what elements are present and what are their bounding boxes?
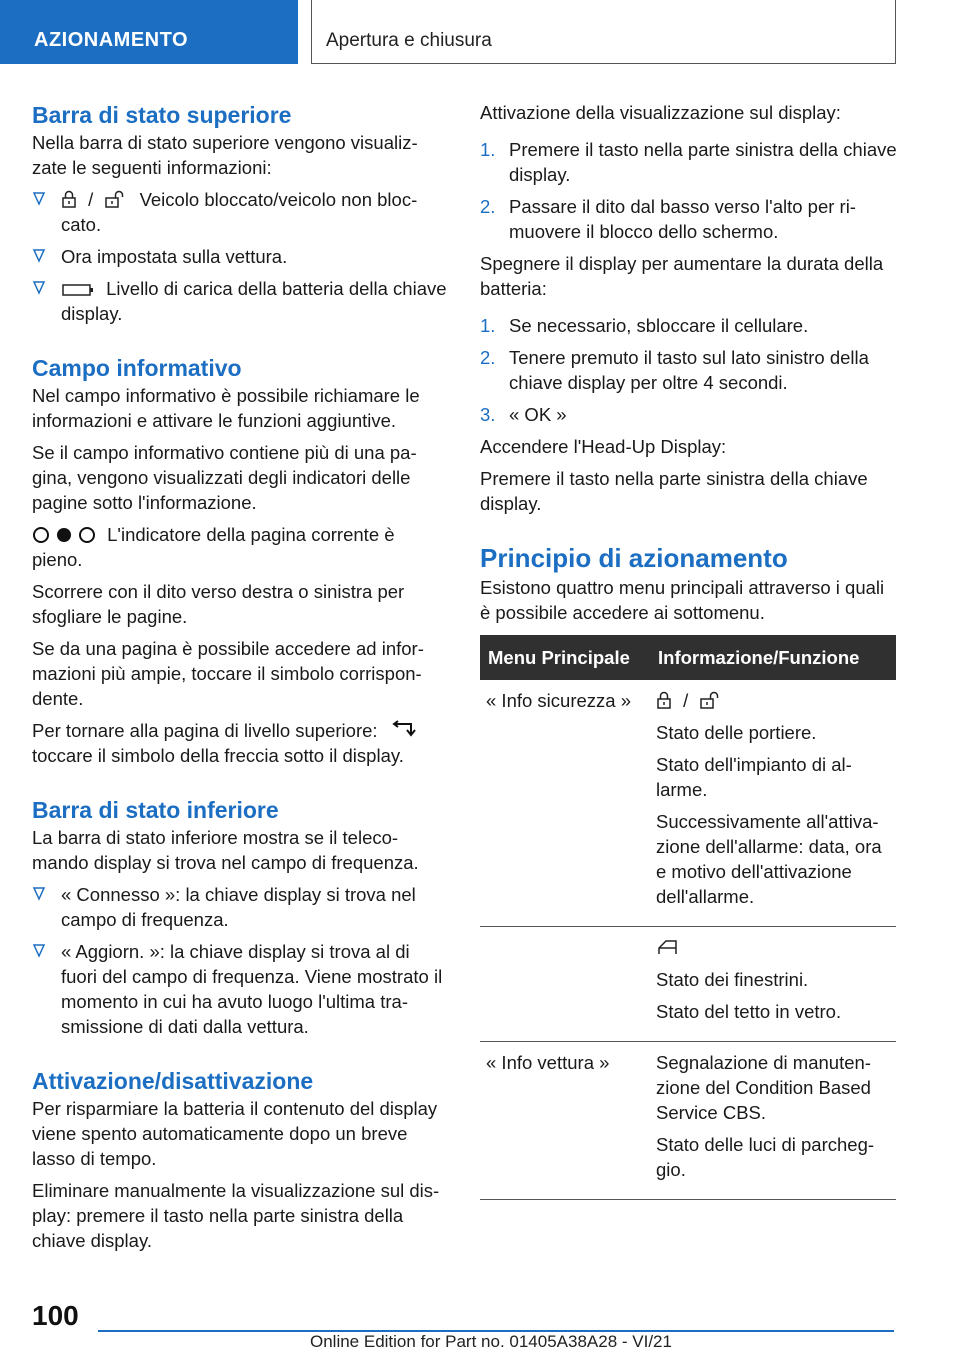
window-icon-line (656, 935, 890, 960)
menu-table (480, 635, 896, 1200)
info-alarm-details: Successivamente all'attiva-zione dell'allarme: data, ora e motivo dell'attivazione dell'allarme. (656, 811, 882, 907)
info-alarm: Stato dell'impianto di al-larme. (656, 754, 852, 800)
info-field-p6 (32, 718, 450, 768)
section-tab (0, 0, 298, 64)
page-number: 100 (32, 1300, 79, 1331)
lock-closed-icon (61, 189, 77, 209)
menu-vehicle-info: « Info vettura » (486, 1052, 610, 1073)
info-field-p5: Se da una pagina è possibile accedere ad infor-mazioni più ampie, toccare il simbolo corrispon-dente. (32, 638, 424, 709)
info-field-p1: Nel campo informativo è possibile richiamare le informazioni e attivare le funzioni aggiuntive. (32, 385, 420, 431)
page-indicator-icon (32, 526, 98, 544)
list-item (32, 882, 450, 932)
step-number: 1. (480, 315, 496, 336)
status-top-item-1: Veicolo bloccato/veicolo non bloc-cato. (61, 189, 418, 235)
lock-open-icon (104, 189, 128, 209)
heading-activation: Attivazione/disattivazione (32, 1068, 314, 1094)
page-footer (0, 1296, 960, 1362)
battery-icon (61, 282, 95, 298)
left-column (32, 100, 450, 1260)
triangle-bullet-icon (32, 944, 46, 958)
status-top-item-3: Livello di carica della batteria della chiave display. (61, 278, 447, 324)
right-column (480, 100, 898, 1200)
info-cbs: Segnalazione di manuten-zione del Condition Based Service CBS. (656, 1052, 871, 1123)
cell-menu (480, 680, 650, 927)
info-doors: Stato delle portiere. (656, 722, 817, 743)
lock-open-icon (699, 690, 723, 710)
triangle-bullet-icon (32, 249, 46, 263)
table-header-row (480, 635, 896, 680)
chapter-tab (311, 0, 896, 64)
status-bottom-item-1: « Connesso »: la chiave display si trova nel campo di frequenza. (61, 884, 416, 930)
list-item (480, 137, 898, 187)
cell-info (650, 927, 896, 1042)
table-row (480, 927, 896, 1042)
info-field-p2: Se il campo informativo contiene più di una pa-gina, vengono visualizzati degli indicatori delle pagine sotto l'informazione. (32, 442, 417, 513)
info-windows: Stato dei finestrini. (656, 969, 809, 990)
status-top-list (32, 187, 450, 326)
heading-info-field: Campo informativo (32, 355, 242, 381)
triangle-bullet-icon (32, 192, 46, 206)
step-text: Premere il tasto nella parte sinistra della chiave display. (509, 139, 897, 185)
back-arrow-icon (389, 720, 419, 740)
list-item (32, 187, 450, 237)
activation-p1: Per risparmiare la batteria il contenuto del display viene spento automaticamente dopo un breve lasso di tempo. (32, 1098, 438, 1169)
activation-p2: Eliminare manualmente la visualizzazione sul dis-play: premere il tasto nella parte sinistra della chiave display. (32, 1180, 440, 1251)
step-number: 3. (480, 404, 496, 425)
list-item (32, 939, 450, 1039)
triangle-bullet-icon (32, 887, 46, 901)
edition-text: Online Edition for Part no. 01405A38A28 - VI/21 (310, 1332, 672, 1351)
cell-info (650, 1042, 896, 1200)
car-window-icon (656, 937, 680, 957)
step-number: 2. (480, 347, 496, 368)
cell-menu (480, 1042, 650, 1200)
info-field-p6b: toccare il simbolo della freccia sotto il display. (32, 745, 404, 766)
info-field-p6a: Per tornare alla pagina di livello superiore: (32, 720, 378, 741)
step-text: « OK » (509, 404, 567, 425)
heading-status-bottom: Barra di stato inferiore (32, 797, 279, 823)
list-item (32, 244, 450, 269)
status-bottom-item-2: « Aggiorn. »: la chiave display si trova al di fuori del campo di frequenza. Viene mostrato il momento in cui ha avuto luogo l'ultima tra-smissione di dati dalla vettura. (61, 941, 443, 1037)
section-title: AZIONAMENTO (34, 29, 189, 51)
list-item (32, 276, 450, 326)
off-intro: Spegnere il display per aumentare la durata della batteria: (480, 253, 884, 299)
step-text: Passare il dito dal basso verso l'alto per ri-muovere il blocco dello schermo. (509, 196, 856, 242)
off-steps (480, 313, 898, 427)
info-field-p4: Scorrere con il dito verso destra o sinistra per sfogliare le pagine. (32, 581, 405, 627)
status-bottom-intro: La barra di stato inferiore mostra se il teleco-mando display si trova nel campo di frequenza. (32, 827, 419, 873)
triangle-bullet-icon (32, 281, 46, 295)
status-top-intro: Nella barra di stato superiore vengono visualiz-zate le seguenti informazioni: (32, 132, 418, 178)
menu-safety-info: « Info sicurezza » (486, 690, 631, 711)
activate-steps (480, 137, 898, 244)
status-bottom-list (32, 882, 450, 1039)
lock-icons-line (656, 688, 890, 713)
chapter-title: Apertura e chiusura (326, 30, 492, 51)
hud-text: Premere il tasto nella parte sinistra della chiave display. (480, 468, 868, 514)
heading-principle: Principio di azionamento (480, 543, 788, 573)
info-field-p3: L'indicatore della pagina corrente è pieno. (32, 524, 395, 570)
status-top-item-2: Ora impostata sulla vettura. (61, 246, 288, 267)
principle-intro: Esistono quattro menu principali attraverso i quali è possibile accedere ai sottomenu. (480, 577, 885, 623)
step-number: 1. (480, 139, 496, 160)
list-item (480, 402, 898, 427)
list-item (480, 194, 898, 244)
slash-separator: / (683, 690, 689, 711)
lock-closed-icon (656, 690, 672, 710)
cell-info (650, 680, 896, 927)
step-text: Se necessario, sbloccare il cellulare. (509, 315, 809, 336)
heading-status-top: Barra di stato superiore (32, 102, 292, 128)
list-item (480, 345, 898, 395)
col-header-menu: Menu Principale (480, 635, 650, 680)
table-row (480, 680, 896, 927)
cell-menu-empty (480, 927, 650, 1042)
slash-separator: / (88, 189, 94, 210)
step-number: 2. (480, 196, 496, 217)
info-glass-roof: Stato del tetto in vetro. (656, 1001, 842, 1022)
info-field-p3-wrap (32, 522, 450, 572)
col-header-info: Informazione/Funzione (650, 635, 896, 680)
table-row (480, 1042, 896, 1200)
activate-intro: Attivazione della visualizzazione sul display: (480, 102, 841, 123)
hud-intro: Accendere l'Head-Up Display: (480, 436, 727, 457)
step-text: Tenere premuto il tasto sul lato sinistro della chiave display per oltre 4 secondi. (509, 347, 869, 393)
info-parking-lights: Stato delle luci di parcheg-gio. (656, 1134, 875, 1180)
list-item (480, 313, 898, 338)
